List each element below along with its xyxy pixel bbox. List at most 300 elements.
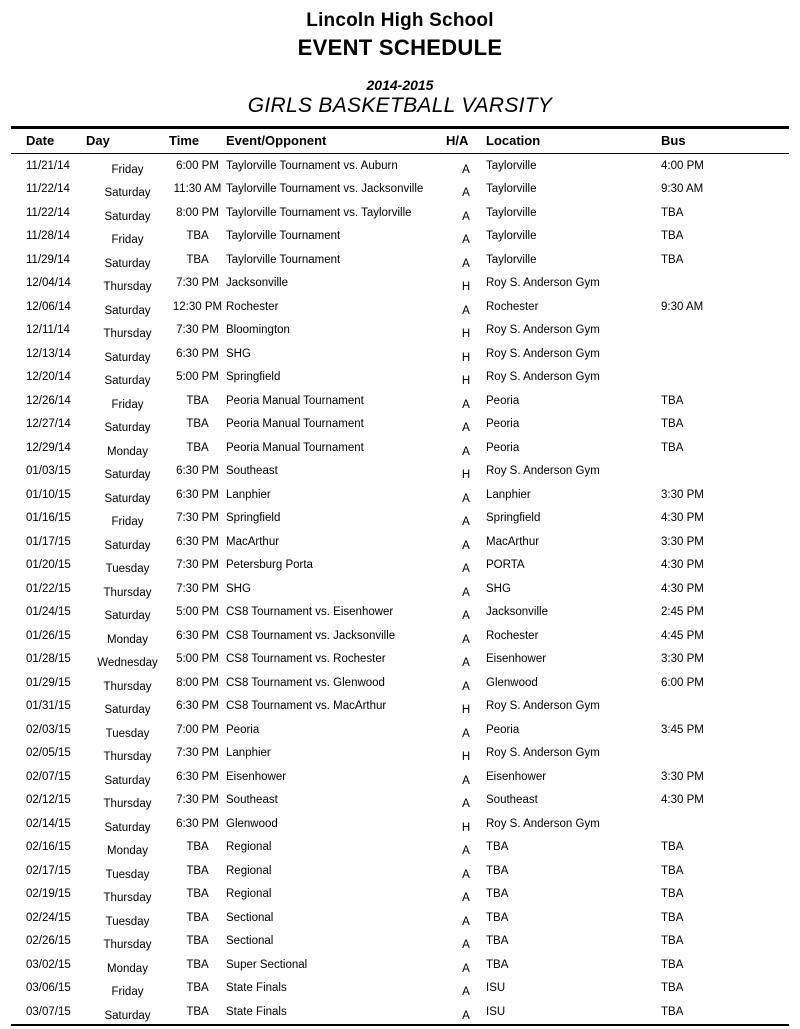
time-cell: 6:30 PM <box>176 629 219 642</box>
date-cell: 01/26/15 <box>26 629 71 642</box>
location-cell: Jacksonville <box>486 606 548 619</box>
day-cell: Saturday <box>104 257 151 270</box>
page-title: EVENT SCHEDULE <box>297 35 503 60</box>
bus-cell <box>661 460 789 484</box>
header-row <box>11 128 789 154</box>
ha-cell: H <box>461 821 471 834</box>
day-cell: Tuesday <box>105 563 150 576</box>
event-cell: Taylorville Tournament vs. Auburn <box>226 159 398 172</box>
time-cell: TBA <box>186 394 209 407</box>
location-cell: SHG <box>486 582 511 595</box>
day-cell: Saturday <box>104 610 151 623</box>
event-cell: Springfield <box>226 512 281 525</box>
event-cell: MacArthur <box>226 535 280 548</box>
bus-cell: TBA <box>661 911 684 924</box>
day-cell: Saturday <box>104 704 151 717</box>
day-cell: Tuesday <box>105 727 150 740</box>
time-cell: 5:00 PM <box>176 371 219 384</box>
ha-cell: A <box>462 633 470 646</box>
date-cell: 12/06/14 <box>26 300 71 313</box>
ha-cell: A <box>462 986 470 999</box>
location-cell: ISU <box>486 982 506 995</box>
time-cell: 12:30 PM <box>172 300 223 313</box>
location-cell: Roy S. Anderson Gym <box>486 817 600 830</box>
event-cell: Sectional <box>226 911 274 924</box>
location-cell: Roy S. Anderson Gym <box>486 700 600 713</box>
ha-cell: A <box>462 187 470 200</box>
table-row <box>11 272 789 296</box>
event-cell: Super Sectional <box>226 958 308 971</box>
time-cell: 6:30 PM <box>176 770 219 783</box>
day-cell: Tuesday <box>105 915 150 928</box>
date-cell: 12/29/14 <box>26 441 71 454</box>
ha-cell: A <box>462 516 470 529</box>
ha-cell: A <box>462 492 470 505</box>
ha-cell: A <box>462 539 470 552</box>
date-cell: 11/22/14 <box>26 183 70 196</box>
event-cell: Taylorville Tournament vs. Jacksonville <box>226 183 424 196</box>
time-cell: 7:00 PM <box>176 723 219 736</box>
ha-cell: A <box>462 422 470 435</box>
event-cell: Taylorville Tournament <box>226 253 341 266</box>
bus-cell: TBA <box>661 206 684 219</box>
time-cell: TBA <box>186 911 209 924</box>
col-header-day: Day <box>86 128 169 154</box>
table-row <box>11 413 789 437</box>
table-row <box>11 507 789 531</box>
time-cell: TBA <box>186 841 209 854</box>
ha-cell: A <box>462 563 470 576</box>
date-cell: 12/20/14 <box>26 371 71 384</box>
ha-cell: H <box>461 351 471 364</box>
date-cell: 11/22/14 <box>26 206 70 219</box>
bus-cell <box>661 742 789 766</box>
bus-cell: 9:30 AM <box>661 183 704 196</box>
table-row <box>11 883 789 907</box>
event-cell: Southeast <box>226 465 278 478</box>
ha-cell: A <box>462 727 470 740</box>
event-cell: Peoria Manual Tournament <box>226 441 364 454</box>
table-row <box>11 554 789 578</box>
date-cell: 02/05/15 <box>26 747 71 760</box>
day-cell: Tuesday <box>105 868 150 881</box>
bus-cell: 4:30 PM <box>661 512 704 525</box>
time-cell: TBA <box>186 888 209 901</box>
schedule-table <box>11 126 789 1026</box>
time-cell: 5:00 PM <box>176 653 219 666</box>
ha-cell: A <box>462 868 470 881</box>
event-cell: Taylorville Tournament <box>226 230 341 243</box>
day-cell: Thursday <box>103 328 152 341</box>
location-cell: Peoria <box>486 394 520 407</box>
event-cell: Sectional <box>226 935 274 948</box>
location-cell: Peoria <box>486 418 520 431</box>
location-cell: TBA <box>486 841 509 854</box>
time-cell: TBA <box>186 958 209 971</box>
page-header <box>11 10 789 118</box>
day-cell: Friday <box>111 986 144 999</box>
bus-cell <box>661 342 789 366</box>
date-cell: 02/14/15 <box>26 817 71 830</box>
time-cell: 7:30 PM <box>176 794 219 807</box>
day-cell: Monday <box>107 633 148 646</box>
time-cell: 6:00 PM <box>176 159 219 172</box>
bus-cell: TBA <box>661 982 684 995</box>
table-row <box>11 953 789 977</box>
location-cell: Peoria <box>486 441 520 454</box>
schedule-body <box>11 154 789 1025</box>
event-cell: SHG <box>226 582 251 595</box>
table-row <box>11 906 789 930</box>
table-row <box>11 836 789 860</box>
table-row <box>11 718 789 742</box>
date-cell: 01/16/15 <box>26 512 71 525</box>
event-cell: State Finals <box>226 1000 446 1025</box>
day-cell: Thursday <box>103 680 152 693</box>
ha-cell: A <box>462 163 470 176</box>
location-cell: Taylorville <box>486 159 537 172</box>
bus-cell: 6:00 PM <box>661 676 704 689</box>
date-cell: 03/06/15 <box>26 982 71 995</box>
date-cell: 02/19/15 <box>26 888 71 901</box>
date-cell: 12/27/14 <box>26 418 71 431</box>
ha-cell: A <box>446 1004 486 1029</box>
bus-cell: TBA <box>661 418 684 431</box>
day-cell: Saturday <box>86 1004 169 1029</box>
time-cell: 6:30 PM <box>176 700 219 713</box>
event-cell: Bloomington <box>226 324 290 337</box>
event-cell: Lanphier <box>226 488 271 501</box>
date-cell: 01/10/15 <box>26 488 71 501</box>
event-cell: Jacksonville <box>226 277 288 290</box>
day-cell: Wednesday <box>97 657 158 670</box>
location-cell: TBA <box>486 888 509 901</box>
bus-cell <box>661 319 789 343</box>
time-cell: 7:30 PM <box>176 582 219 595</box>
table-row <box>11 742 789 766</box>
bus-cell <box>661 366 789 390</box>
ha-cell: A <box>462 845 470 858</box>
day-cell: Monday <box>107 845 148 858</box>
ha-cell: A <box>462 610 470 623</box>
time-cell: TBA <box>186 864 209 877</box>
ha-cell: A <box>462 774 470 787</box>
table-row <box>11 460 789 484</box>
location-cell: MacArthur <box>486 535 540 548</box>
location-cell: Roy S. Anderson Gym <box>486 277 600 290</box>
table-row <box>11 225 789 249</box>
bus-cell: TBA <box>661 864 684 877</box>
day-cell: Thursday <box>103 586 152 599</box>
bus-cell: 3:30 PM <box>661 535 704 548</box>
bus-cell <box>661 812 789 836</box>
col-header-bus: Bus <box>661 128 789 154</box>
ha-cell: A <box>462 798 470 811</box>
location-cell: ISU <box>486 1000 661 1025</box>
event-cell: Regional <box>226 841 272 854</box>
bus-cell: 3:30 PM <box>661 653 704 666</box>
date-cell: 01/24/15 <box>26 606 71 619</box>
event-cell: Peoria <box>226 723 260 736</box>
time-cell: 7:30 PM <box>176 277 219 290</box>
event-cell: Rochester <box>226 300 279 313</box>
location-cell: PORTA <box>486 559 525 572</box>
col-header-ha: H/A <box>446 128 486 154</box>
location-cell: Taylorville <box>486 253 537 266</box>
location-cell: Taylorville <box>486 230 537 243</box>
location-cell: Southeast <box>486 794 538 807</box>
table-row <box>11 671 789 695</box>
event-cell: CS8 Tournament vs. MacArthur <box>226 700 387 713</box>
date-cell: 11/28/14 <box>26 230 70 243</box>
day-cell: Friday <box>111 163 144 176</box>
table-row <box>11 389 789 413</box>
day-cell: Saturday <box>104 304 151 317</box>
event-cell: Regional <box>226 864 272 877</box>
table-header <box>11 128 789 154</box>
ha-cell: A <box>462 210 470 223</box>
event-cell: Taylorville Tournament vs. Taylorville <box>226 206 412 219</box>
table-row <box>11 178 789 202</box>
day-cell: Monday <box>107 445 148 458</box>
ha-cell: A <box>462 657 470 670</box>
bus-cell: TBA <box>661 841 684 854</box>
bus-cell: 4:45 PM <box>661 629 704 642</box>
col-header-time: Time <box>169 128 226 154</box>
time-cell: TBA <box>186 935 209 948</box>
ha-cell: A <box>462 398 470 411</box>
day-cell: Thursday <box>103 798 152 811</box>
time-cell: TBA <box>186 982 209 995</box>
bus-cell <box>661 272 789 296</box>
date-cell: 01/22/15 <box>26 582 71 595</box>
location-cell: Springfield <box>486 512 541 525</box>
team-subtitle: GIRLS BASKETBALL VARSITY <box>247 94 553 117</box>
day-cell: Saturday <box>104 492 151 505</box>
time-cell: TBA <box>169 1000 226 1025</box>
time-cell: 6:30 PM <box>176 347 219 360</box>
date-cell: 11/29/14 <box>26 253 70 266</box>
bus-cell: 4:30 PM <box>661 582 704 595</box>
day-cell: Thursday <box>103 281 152 294</box>
location-cell: Roy S. Anderson Gym <box>486 747 600 760</box>
table-row <box>11 342 789 366</box>
location-cell: Roy S. Anderson Gym <box>486 324 600 337</box>
bus-cell: TBA <box>661 958 684 971</box>
ha-cell: A <box>462 257 470 270</box>
bus-cell: TBA <box>661 888 684 901</box>
time-cell: 7:30 PM <box>176 559 219 572</box>
date-cell: 01/28/15 <box>26 653 71 666</box>
date-cell: 01/31/15 <box>26 700 71 713</box>
time-cell: 11:30 AM <box>173 183 222 196</box>
ha-cell: A <box>462 962 470 975</box>
location-cell: Glenwood <box>486 676 538 689</box>
bus-cell: TBA <box>661 394 684 407</box>
table-row <box>11 765 789 789</box>
date-cell: 02/26/15 <box>26 935 71 948</box>
event-cell: Petersburg Porta <box>226 559 313 572</box>
event-cell: Peoria Manual Tournament <box>226 394 364 407</box>
location-cell: Roy S. Anderson Gym <box>486 465 600 478</box>
bus-cell: 4:00 PM <box>661 159 704 172</box>
bus-cell <box>661 695 789 719</box>
table-row <box>11 930 789 954</box>
ha-cell: A <box>462 304 470 317</box>
table-row <box>11 577 789 601</box>
day-cell: Saturday <box>104 351 151 364</box>
ha-cell: H <box>461 704 471 717</box>
event-cell: SHG <box>226 347 251 360</box>
day-cell: Saturday <box>104 469 151 482</box>
ha-cell: A <box>462 445 470 458</box>
location-cell: Roy S. Anderson Gym <box>486 371 600 384</box>
day-cell: Monday <box>107 962 148 975</box>
bus-cell: TBA <box>661 935 684 948</box>
table-row <box>11 530 789 554</box>
date-cell: 01/03/15 <box>26 465 71 478</box>
time-cell: TBA <box>186 441 209 454</box>
location-cell: TBA <box>486 958 509 971</box>
date-cell: 02/16/15 <box>26 841 71 854</box>
date-cell: 01/17/15 <box>26 535 71 548</box>
event-cell: CS8 Tournament vs. Rochester <box>226 653 386 666</box>
ha-cell: A <box>462 234 470 247</box>
location-cell: TBA <box>486 935 509 948</box>
event-cell: CS8 Tournament vs. Glenwood <box>226 676 385 689</box>
time-cell: 8:00 PM <box>176 676 219 689</box>
table-row <box>11 295 789 319</box>
time-cell: TBA <box>186 230 209 243</box>
day-cell: Saturday <box>104 422 151 435</box>
location-cell: Rochester <box>486 629 539 642</box>
table-row <box>11 483 789 507</box>
day-cell: Saturday <box>104 774 151 787</box>
date-cell: 02/12/15 <box>26 794 71 807</box>
location-cell: Eisenhower <box>486 653 547 666</box>
time-cell: 6:30 PM <box>176 817 219 830</box>
date-cell: 01/29/15 <box>26 676 71 689</box>
date-cell: 12/26/14 <box>26 394 71 407</box>
location-cell: Lanphier <box>486 488 531 501</box>
table-row <box>11 248 789 272</box>
ha-cell: H <box>461 375 471 388</box>
date-cell: 02/07/15 <box>26 770 71 783</box>
time-cell: 7:30 PM <box>176 324 219 337</box>
table-row <box>11 789 789 813</box>
day-cell: Saturday <box>104 375 151 388</box>
date-cell: 02/17/15 <box>26 864 71 877</box>
location-cell: TBA <box>486 864 509 877</box>
col-header-date: Date <box>11 128 86 154</box>
location-cell: Rochester <box>486 300 539 313</box>
ha-cell: H <box>461 281 471 294</box>
time-cell: 6:30 PM <box>176 465 219 478</box>
time-cell: TBA <box>186 253 209 266</box>
ha-cell: A <box>462 586 470 599</box>
day-cell: Saturday <box>104 821 151 834</box>
table-row <box>11 319 789 343</box>
bus-cell: TBA <box>661 230 684 243</box>
day-cell: Friday <box>111 234 144 247</box>
table-row <box>11 977 789 1001</box>
table-row <box>11 366 789 390</box>
ha-cell: H <box>461 751 471 764</box>
day-cell: Thursday <box>103 892 152 905</box>
table-row <box>11 859 789 883</box>
time-cell: 5:00 PM <box>176 606 219 619</box>
event-cell: Glenwood <box>226 817 278 830</box>
date-cell: 02/03/15 <box>26 723 71 736</box>
ha-cell: A <box>462 892 470 905</box>
time-cell: 7:30 PM <box>176 747 219 760</box>
ha-cell: A <box>462 915 470 928</box>
date-cell: 12/04/14 <box>26 277 71 290</box>
bus-cell: 4:30 PM <box>661 794 704 807</box>
school-name: Lincoln High School <box>306 10 494 31</box>
date-cell: 03/07/15 <box>11 1000 86 1025</box>
bus-cell: TBA <box>661 441 684 454</box>
location-cell: Roy S. Anderson Gym <box>486 347 600 360</box>
time-cell: 6:30 PM <box>176 535 219 548</box>
location-cell: Peoria <box>486 723 520 736</box>
date-cell: 12/13/14 <box>26 347 71 360</box>
ha-cell: A <box>462 939 470 952</box>
event-cell: Lanphier <box>226 747 271 760</box>
event-cell: Springfield <box>226 371 281 384</box>
day-cell: Saturday <box>104 187 151 200</box>
season-label: 2014-2015 <box>366 77 434 93</box>
ha-cell: A <box>462 680 470 693</box>
col-header-location: Location <box>486 128 661 154</box>
event-cell: Regional <box>226 888 272 901</box>
day-cell: Friday <box>111 398 144 411</box>
bus-cell: 2:45 PM <box>661 606 704 619</box>
bus-cell: 3:30 PM <box>661 488 704 501</box>
date-cell: 11/21/14 <box>26 159 70 172</box>
bus-cell: 3:30 PM <box>661 770 704 783</box>
time-cell: 7:30 PM <box>176 512 219 525</box>
date-cell: 01/20/15 <box>26 559 71 572</box>
day-cell: Saturday <box>104 539 151 552</box>
event-cell: Eisenhower <box>226 770 287 783</box>
event-cell: State Finals <box>226 982 287 995</box>
location-cell: Taylorville <box>486 183 537 196</box>
bus-cell: TBA <box>661 253 684 266</box>
table-row <box>11 154 789 178</box>
location-cell: TBA <box>486 911 509 924</box>
day-cell: Friday <box>111 516 144 529</box>
table-row <box>11 601 789 625</box>
table-row <box>11 695 789 719</box>
table-row <box>11 624 789 648</box>
time-cell: TBA <box>186 418 209 431</box>
date-cell: 03/02/15 <box>26 958 71 971</box>
time-cell: 6:30 PM <box>176 488 219 501</box>
event-cell: CS8 Tournament vs. Eisenhower <box>226 606 394 619</box>
bus-cell: TBA <box>661 1000 789 1025</box>
event-cell: Southeast <box>226 794 278 807</box>
event-cell: CS8 Tournament vs. Jacksonville <box>226 629 396 642</box>
table-row <box>11 201 789 225</box>
table-row <box>11 1000 789 1025</box>
location-cell: Taylorville <box>486 206 537 219</box>
bus-cell: 3:45 PM <box>661 723 704 736</box>
date-cell: 02/24/15 <box>26 911 71 924</box>
day-cell: Thursday <box>103 751 152 764</box>
day-cell: Thursday <box>103 939 152 952</box>
day-cell: Saturday <box>104 210 151 223</box>
